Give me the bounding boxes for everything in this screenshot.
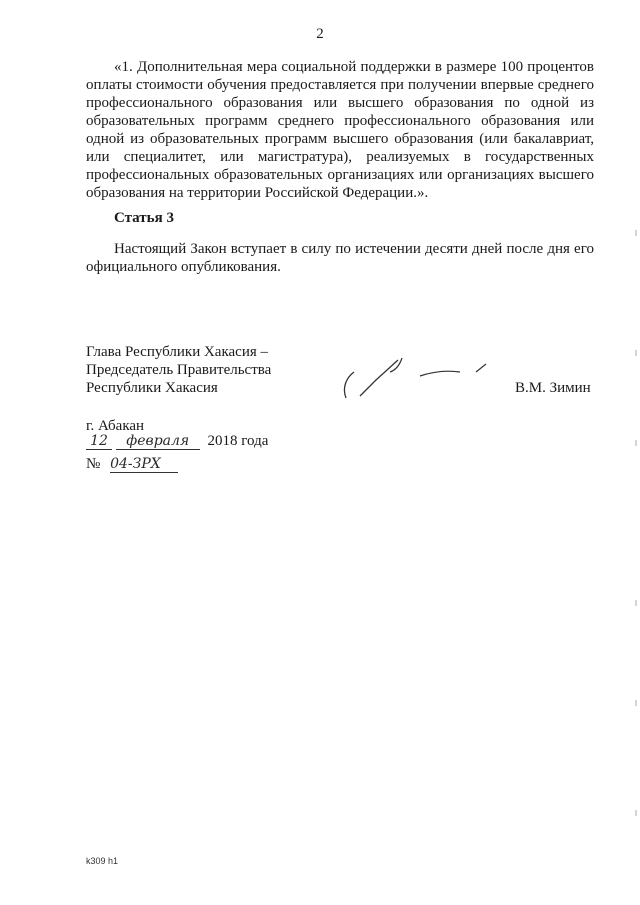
signatory-title	[86, 343, 271, 397]
signatory-title-line: Председатель Правительства	[86, 362, 272, 378]
document-code: k309 h1	[86, 856, 119, 866]
signatory-title-line: Республики Хакасия	[86, 380, 218, 396]
law-number	[86, 456, 178, 473]
effective-date-text: Настоящий Закон вступает в силу по истечении десяти дней после дня его официального опубликования.	[86, 241, 594, 275]
date-day-handwritten: 12	[86, 433, 112, 450]
number-sign: №	[86, 456, 101, 472]
page-number: 2	[316, 26, 324, 42]
signer-name: В.М. Зимин	[515, 380, 591, 396]
date-year: 2018 года	[207, 433, 269, 449]
signing-date	[86, 433, 268, 453]
article-heading: Статья 3	[114, 210, 174, 226]
handwritten-signature	[336, 352, 496, 408]
amendment-paragraph	[86, 58, 594, 202]
signatory-title-line: Глава Республики Хакасия –	[86, 344, 269, 360]
effective-date-paragraph	[86, 240, 594, 276]
amendment-text: «1. Дополнительная мера социальной поддержки в размере 100 процентов оплаты стоимости обучения предоставляется при получении впервые среднего профессионального образования или высшего образования по одной из образовательных программ среднего профессионального образования или одной из образовательных программ высшего образования (или бакалавриат, или специалитет, или магистратура), реализуемых в государственных профессиональных образовательных организациях или организациях высшего образования на территории Российской Федерации.».	[86, 59, 594, 201]
law-number-handwritten: 04-ЗРХ	[110, 456, 178, 473]
scan-edge-marks	[632, 0, 640, 905]
place-of-signing: г. Абакан	[86, 418, 145, 434]
date-month-handwritten: февраля	[116, 433, 200, 450]
